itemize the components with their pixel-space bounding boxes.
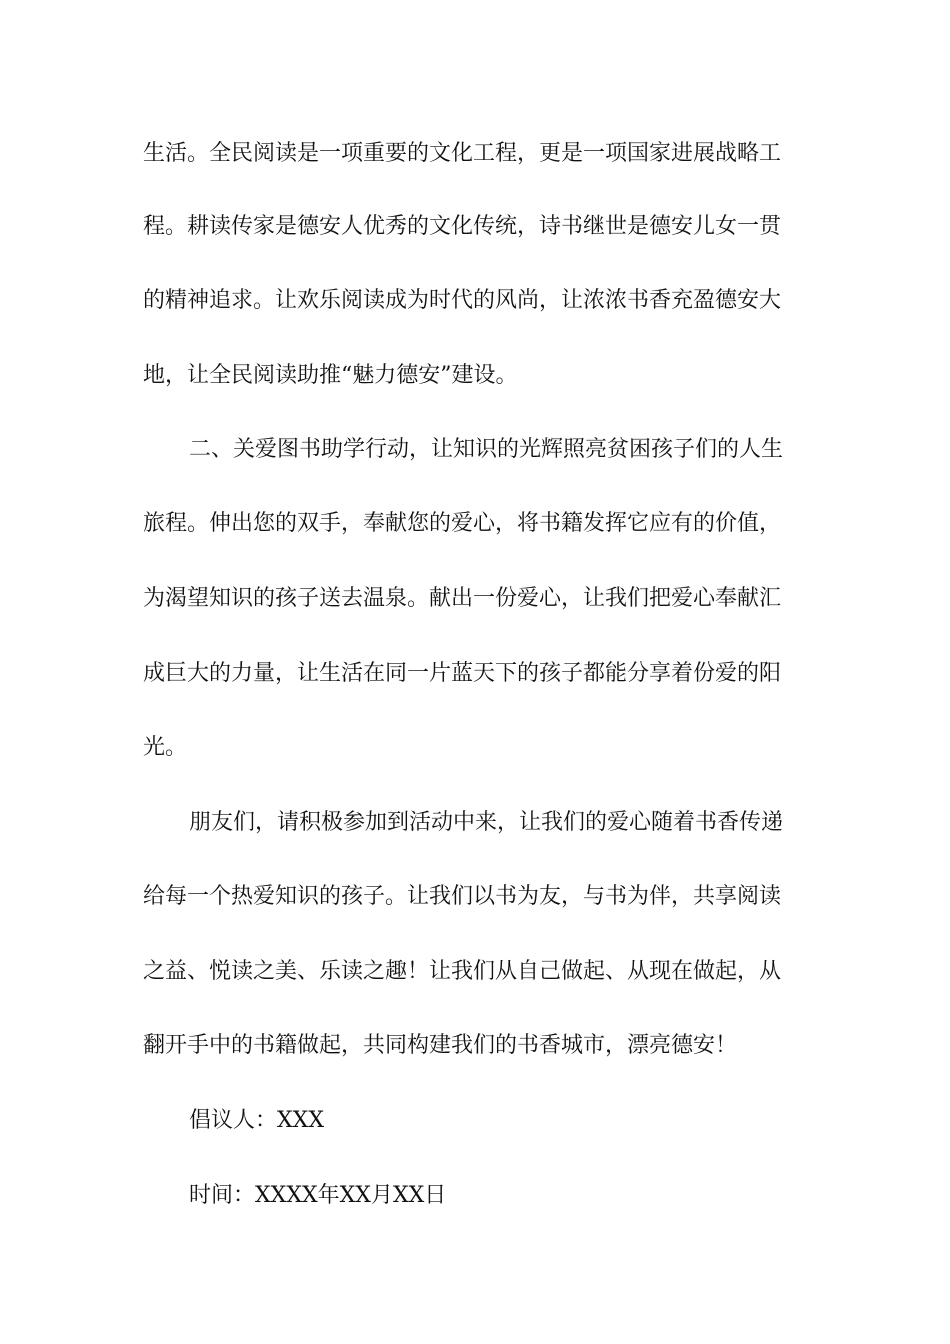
text-line: 程。耕读传家是德安人优秀的文化传统，诗书继世是德安儿女一贯 (143, 214, 782, 239)
text-line: 翻开手中的书籍做起，共同构建我们的书香城市，漂亮德安！ (143, 1033, 738, 1058)
text-line: 地，让全民阅读助推“魅力德安”建设。 (143, 363, 518, 388)
text-line: 为渴望知识的孩子送去温泉。献出一份爱心，让我们把爱心奉献汇 (143, 586, 782, 611)
text-line: 旅程。伸出您的双手，奉献您的爱心，将书籍发挥它应有的价值， (143, 511, 782, 536)
text-line: 之益、悦读之美、乐读之趣！让我们从自己做起、从现在做起，从 (143, 959, 782, 984)
text-line: 生活。全民阅读是一项重要的文化工程，更是一项国家进展战略工 (143, 141, 782, 166)
date-line: 时间：XXXX年XX月XX日 (189, 1183, 447, 1208)
text-line: 的精神追求。让欢乐阅读成为时代的风尚，让浓浓书香充盈德安大 (143, 288, 782, 313)
text-line: 给每一个热爱知识的孩子。让我们以书为友，与书为伴，共享阅读 (143, 884, 782, 909)
text-line: 成巨大的力量，让生活在同一片蓝天下的孩子都能分享着份爱的阳 (143, 661, 782, 686)
initiator-line: 倡议人：XXX (189, 1108, 324, 1133)
text-line: 光。 (143, 735, 188, 760)
paragraph-first-line: 二、关爱图书助学行动，让知识的光辉照亮贫困孩子们的人生 (189, 437, 784, 462)
paragraph-first-line: 朋友们，请积极参加到活动中来，让我们的爱心随着书香传递 (189, 810, 784, 835)
